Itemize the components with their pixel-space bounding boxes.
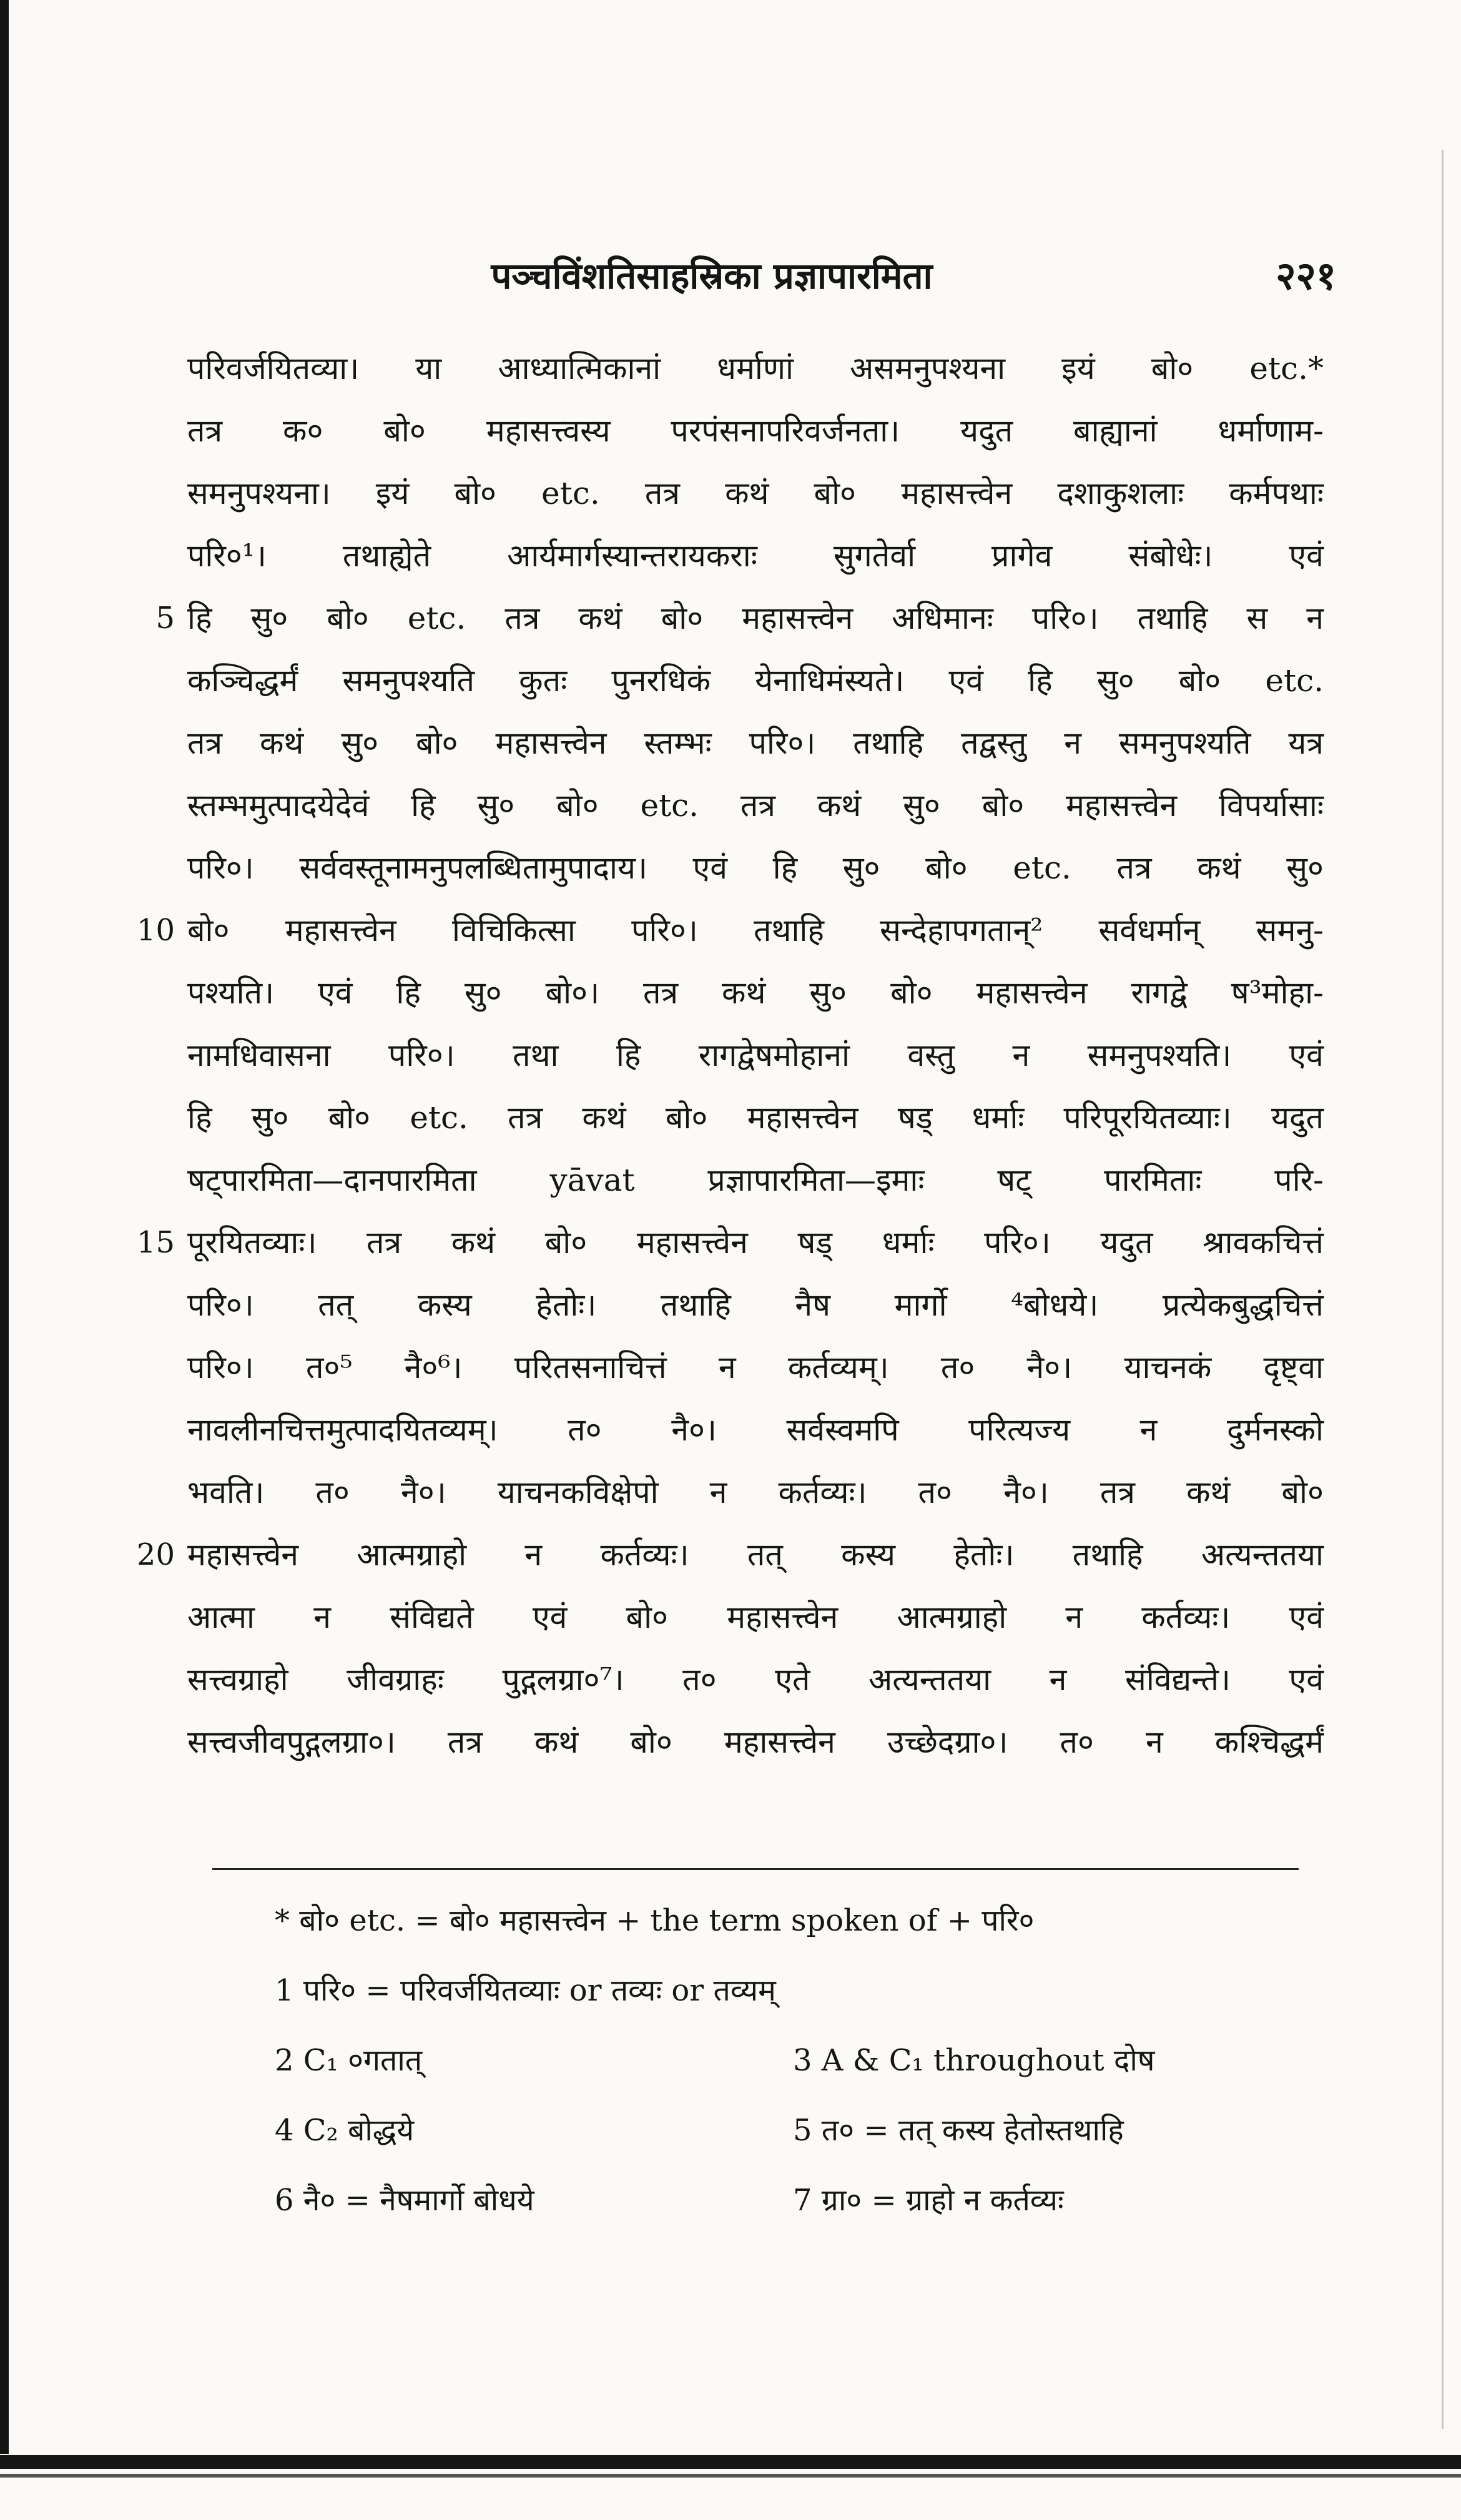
footnote-row — [275, 1956, 1299, 2025]
line-number: 15 — [136, 1225, 175, 1260]
line-text: सत्त्वजीवपुद्गलग्रा०। तत्र कथं बो० महासत्त्वेन उच्छेदग्रा०। त० न कश्चिद्धर्मं — [187, 1724, 1324, 1760]
line-text: बो० महासत्त्वेन विचिकित्सा परि०। तथाहि सन्देहापगतान्² सर्वधर्मान् समनु- — [187, 912, 1324, 948]
text-line — [187, 1399, 1324, 1461]
line-text: स्तम्भमुत्पादयेदेवं हि सु० बो० etc. तत्र कथं सु० बो० महासत्त्वेन विपर्यासाः — [187, 787, 1324, 824]
text-line — [187, 1024, 1324, 1086]
line-text: तत्र कथं सु० बो० महासत्त्वेन स्तम्भः परि०। तथाहि तद्वस्तु न समनुपश्यति यत्र — [187, 725, 1324, 761]
line-text: परि०¹। तथाह्येते आर्यमार्गस्यान्तरायकराः सुगतेर्वा प्रागेव संबोधेः। एवं — [187, 538, 1324, 574]
footnote: 1 परि० = परिवर्जयितव्याः or तव्यः or तव्यम् — [275, 1973, 776, 2008]
text-line — [155, 587, 1324, 649]
text-line — [187, 1711, 1324, 1773]
footnote: 2 C₁ ०गतात् — [275, 2043, 423, 2078]
scan-border-bottom — [0, 2455, 1461, 2469]
line-text: महासत्त्वेन आत्मग्राहो न कर्तव्यः। तत् कस्य हेतोः। तथाहि अत्यन्ततया — [187, 1537, 1324, 1573]
running-title: पञ्चविंशतिसाहस्रिका प्रज्ञापारमिता — [491, 255, 933, 297]
page-edge-left — [0, 0, 9, 2454]
text-line — [187, 1274, 1324, 1336]
line-number: 5 — [155, 601, 175, 636]
page-number: २२१ — [1276, 253, 1336, 298]
page-edge-right — [1442, 150, 1444, 2429]
line-text: नामधिवासना परि०। तथा हि रागद्वेषमोहानां वस्तु न समनुपश्यति। एवं — [187, 1037, 1324, 1073]
text-line — [136, 1211, 1324, 1274]
text-line — [187, 774, 1324, 837]
footnote-row — [275, 2025, 1299, 2095]
footnote-row — [275, 2095, 1299, 2165]
line-text: हि सु० बो० etc. तत्र कथं बो० महासत्त्वेन अधिमानः परि०। तथाहि स न — [187, 600, 1324, 636]
footnote: 4 C₂ बोद्धये — [275, 2113, 415, 2148]
text-line — [187, 1149, 1324, 1211]
line-text: नावलीनचित्तमुत्पादयितव्यम्। त० नै०। सर्वस्वमपि परित्यज्य न दुर्मनस्को — [187, 1412, 1324, 1448]
text-line — [187, 649, 1324, 712]
line-text: भवति। त० नै०। याचनकविक्षेपो न कर्तव्यः। त० नै०। तत्र कथं बो० — [187, 1474, 1324, 1510]
footnote: 5 त० = तत् कस्य हेतोस्तथाहि — [793, 2113, 1124, 2148]
text-line — [187, 1461, 1324, 1523]
text-line — [187, 1086, 1324, 1149]
line-text: कञ्चिद्धर्मं समनुपश्यति कुतः पुनरधिकं येनाधिमंस्यते। एवं हि सु० बो० etc. — [187, 662, 1324, 699]
line-text: परि०। त०⁵ नै०⁶। परितसनाचित्तं न कर्तव्यम्। त० नै०। याचनकं दृष्ट्वा — [187, 1349, 1324, 1386]
footnotes — [275, 1886, 1299, 2235]
text-line — [187, 337, 1324, 400]
footnote-rule — [212, 1868, 1299, 1870]
line-text: सत्त्वग्राहो जीवग्राहः पुद्गलग्रा०⁷। त० एते अत्यन्ततया न संविद्यन्ते। एवं — [187, 1661, 1324, 1698]
footnote-row — [275, 2165, 1299, 2235]
body-text — [136, 337, 1324, 1773]
text-line — [187, 712, 1324, 774]
line-text: आत्मा न संविद्यते एवं बो० महासत्त्वेन आत्मग्राहो न कर्तव्यः। एवं — [187, 1599, 1324, 1635]
text-line — [187, 962, 1324, 1024]
text-line — [187, 1648, 1324, 1711]
scan-border-bottom-thin — [0, 2474, 1461, 2478]
line-number: 10 — [136, 913, 175, 948]
line-text: हि सु० बो० etc. तत्र कथं बो० महासत्त्वेन षड् धर्माः परिपूरयितव्याः। यदुत — [187, 1100, 1324, 1136]
text-line — [187, 1336, 1324, 1399]
footnote: 6 नै० = नैषमार्गो बोधये — [275, 2183, 534, 2218]
text-line — [187, 837, 1324, 899]
text-line — [187, 524, 1324, 587]
text-line — [136, 1523, 1324, 1586]
text-line — [187, 1586, 1324, 1648]
line-text: परि०। तत् कस्य हेतोः। तथाहि नैष मार्गो ⁴बोधये। प्रत्येकबुद्धचित्तं — [187, 1287, 1324, 1323]
footnote: * बो० etc. = बो० महासत्त्वेन + the term spoken of + परि० — [275, 1903, 1035, 1938]
line-text: पूरयितव्याः। तत्र कथं बो० महासत्त्वेन षड् धर्माः परि०। यदुत श्रावकचित्तं — [187, 1224, 1324, 1261]
text-line — [187, 462, 1324, 524]
text-line — [136, 899, 1324, 962]
line-text: तत्र क० बो० महासत्त्वस्य परपंसनापरिवर्जनता। यदुत बाह्यानां धर्माणाम- — [187, 413, 1324, 449]
line-number: 20 — [136, 1537, 175, 1572]
text-line — [187, 400, 1324, 462]
line-text: परिवर्जयितव्या। या आध्यात्मिकानां धर्माणां असमनुपश्यना इयं बो० etc.* — [187, 350, 1324, 386]
line-text: पश्यति। एवं हि सु० बो०। तत्र कथं सु० बो० महासत्त्वेन रागद्वे ष³मोहा- — [187, 975, 1324, 1011]
footnote: 3 A & C₁ throughout दोष — [793, 2043, 1155, 2078]
line-text: समनुपश्यना। इयं बो० etc. तत्र कथं बो० महासत्त्वेन दशाकुशलाः कर्मपथाः — [187, 475, 1324, 511]
footnote: 7 ग्रा० = ग्राहो न कर्तव्यः — [793, 2183, 1064, 2218]
footnote-row — [275, 1886, 1299, 1956]
line-text: षट्पारमिता—दानपारमिता yāvat प्रज्ञापारमिता—इमाः षट् पारमिताः परि- — [187, 1162, 1324, 1198]
line-text: परि०। सर्ववस्तूनामनुपलब्धितामुपादाय। एवं हि सु० बो० etc. तत्र कथं सु० — [187, 850, 1324, 886]
